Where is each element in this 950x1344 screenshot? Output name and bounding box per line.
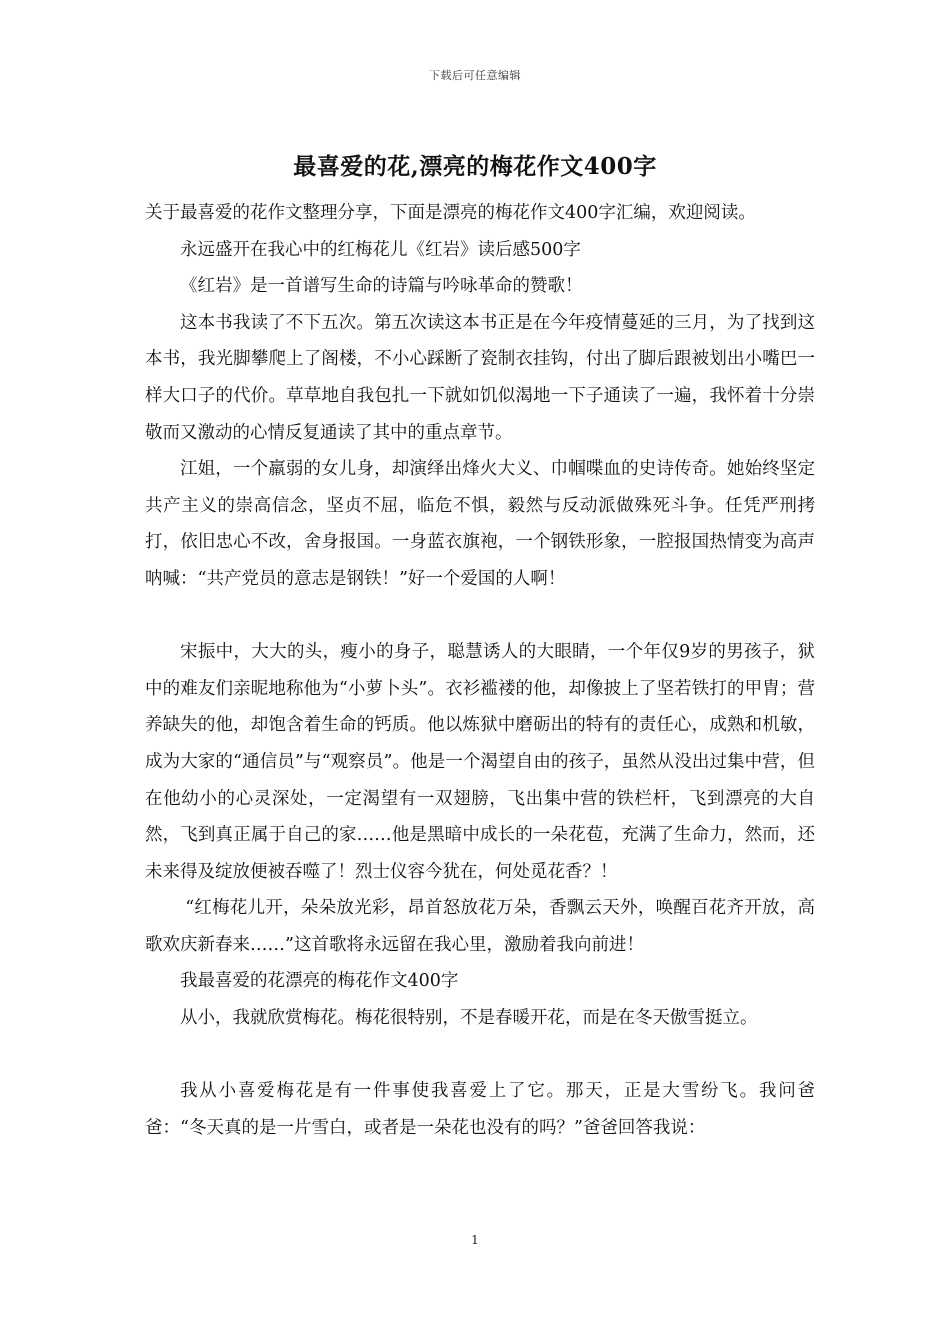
paragraph-intro: 关于最喜爱的花作文整理分享，下面是漂亮的梅花作文400字汇编，欢迎阅读。: [145, 203, 756, 223]
paragraph-plum-story: 我从小喜爱梅花是有一件事使我喜爱上了它。那天，正是大雪纷飞。我问爸爸：“冬天真的是一片雪白，或者是一朵花也没有的吗？”爸爸回答我说：: [145, 1081, 815, 1138]
paragraph-jiang-jie: 江姐，一个羸弱的女儿身，却演绎出烽火大义、巾帼喋血的史诗传奇。她始终坚定共产主义的崇高信念，坚贞不屈，临危不惧，毅然与反动派做殊死斗争。任凭严刑拷打，依旧忠心不改，舍身报国。一身蓝衣旗袍，一个钢铁形象，一腔报国热情变为高声呐喊：“共产党员的意志是钢铁！”好一个爱国的人啊！: [145, 459, 815, 589]
paragraph-song-zhenzhong: 宋振中，大大的头，瘦小的身子，聪慧诱人的大眼睛，一个年仅9岁的男孩子，狱中的难友们亲昵地称他为“小萝卜头”。衣衫褴褛的他，却像披上了坚若铁打的甲胄；营养缺失的他，却饱含着生命的钙质。他以炼狱中磨砺出的特有的责任心，成熟和机敏，成为大家的“通信员”与“观察员”。他是一个渴望自由的孩子，虽然从没出过集中营，但在他幼小的心灵深处，一定渴望有一双翅膀，飞出集中营的铁栏杆，飞到漂亮的大自然，飞到真正属于自己的家……他是黑暗中成长的一朵花苞，充满了生命力，然而，还未来得及绽放便被吞噬了！烈士仪容今犹在，何处觅花香？！: [145, 642, 815, 882]
document-body: [145, 195, 815, 1146]
paragraph-subtitle-plum: 我最喜爱的花漂亮的梅花作文400字: [180, 971, 459, 992]
paragraph-reading-story: 这本书我读了不下五次。第五次读这本书正是在今年疫情蔓延的三月，为了找到这本书，我光脚攀爬上了阁楼，不小心踩断了瓷制衣挂钩，付出了脚后跟被划出小嘴巴一样大口子的代价。草草地自我包扎一下就如饥似渴地一下子通读了一遍，我怀着十分崇敬而又激动的心情反复通读了其中的重点章节。: [145, 312, 815, 443]
header-note: 下载后可任意编辑: [429, 69, 521, 82]
paragraph-song-lyrics: “红梅花儿开，朵朵放光彩，昂首怒放花万朵，香飘云天外，唤醒百花齐开放，高歌欢庆新春来……”这首歌将永远留在我心里，激励着我向前进！: [145, 898, 815, 955]
paragraph-hongyan-praise: 《红岩》是一首谱写生命的诗篇与吟咏革命的赞歌！: [180, 276, 583, 297]
page-number: 1: [471, 1233, 479, 1247]
paragraph-gap: [145, 598, 815, 635]
paragraph-plum-intro: 从小，我就欣赏梅花。梅花很特别，不是春暖开花，而是在冬天傲雪挺立。: [180, 1008, 758, 1029]
document-title: 最喜爱的花,漂亮的梅花作文400字: [293, 153, 657, 180]
paragraph-subtitle-hongyan: 永远盛开在我心中的红梅花儿《红岩》读后感500字: [180, 239, 581, 260]
paragraph-gap: [145, 1037, 815, 1074]
